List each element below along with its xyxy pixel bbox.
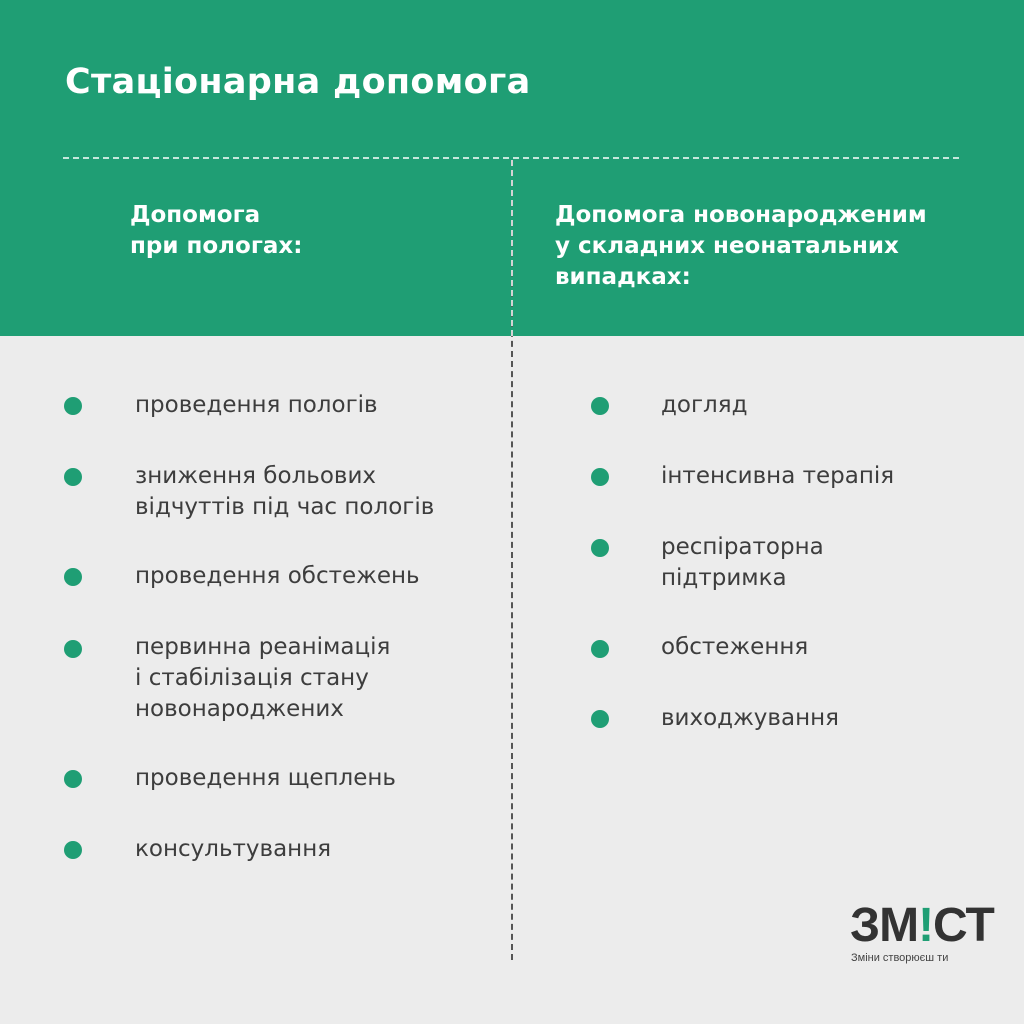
bullet-icon xyxy=(591,539,609,557)
right-column-heading: Допомога новонародженим у складних неонатальних випадках: xyxy=(555,202,927,290)
bullet-icon xyxy=(64,397,82,415)
bullet-icon xyxy=(64,468,82,486)
list-item: виходжування xyxy=(661,705,839,731)
list-item: догляд xyxy=(661,392,748,418)
list-item: респіраторна підтримка xyxy=(661,534,824,591)
logo-text-start: ЗМ xyxy=(850,899,919,952)
logo-text-end: СТ xyxy=(933,899,994,952)
bullet-icon xyxy=(591,640,609,658)
bullet-icon xyxy=(64,841,82,859)
horizontal-divider xyxy=(63,157,959,159)
brand-logo xyxy=(850,899,994,952)
list-item: проведення щеплень xyxy=(135,765,396,791)
logo-exclamation: ! xyxy=(918,899,934,952)
list-item: зниження больових відчуттів під час пологів xyxy=(135,463,435,520)
list-item: первинна реанімація і стабілізація стану новонароджених xyxy=(135,634,391,722)
logo-tagline: Зміни створюєш ти xyxy=(851,952,949,964)
list-item: інтенсивна терапія xyxy=(661,463,895,489)
list-item: обстеження xyxy=(661,634,809,660)
list-item: проведення пологів xyxy=(135,392,378,418)
bullet-icon xyxy=(64,568,82,586)
vertical-divider-top xyxy=(511,160,513,336)
bullet-icon xyxy=(64,770,82,788)
bullet-icon xyxy=(591,397,609,415)
list-item: проведення обстежень xyxy=(135,563,420,589)
bullet-icon xyxy=(591,468,609,486)
list-item: консультування xyxy=(135,836,332,862)
bullet-icon xyxy=(591,710,609,728)
page-title: Стаціонарна допомога xyxy=(65,62,531,102)
bullet-icon xyxy=(64,640,82,658)
left-column-heading: Допомога при пологах: xyxy=(130,202,303,259)
